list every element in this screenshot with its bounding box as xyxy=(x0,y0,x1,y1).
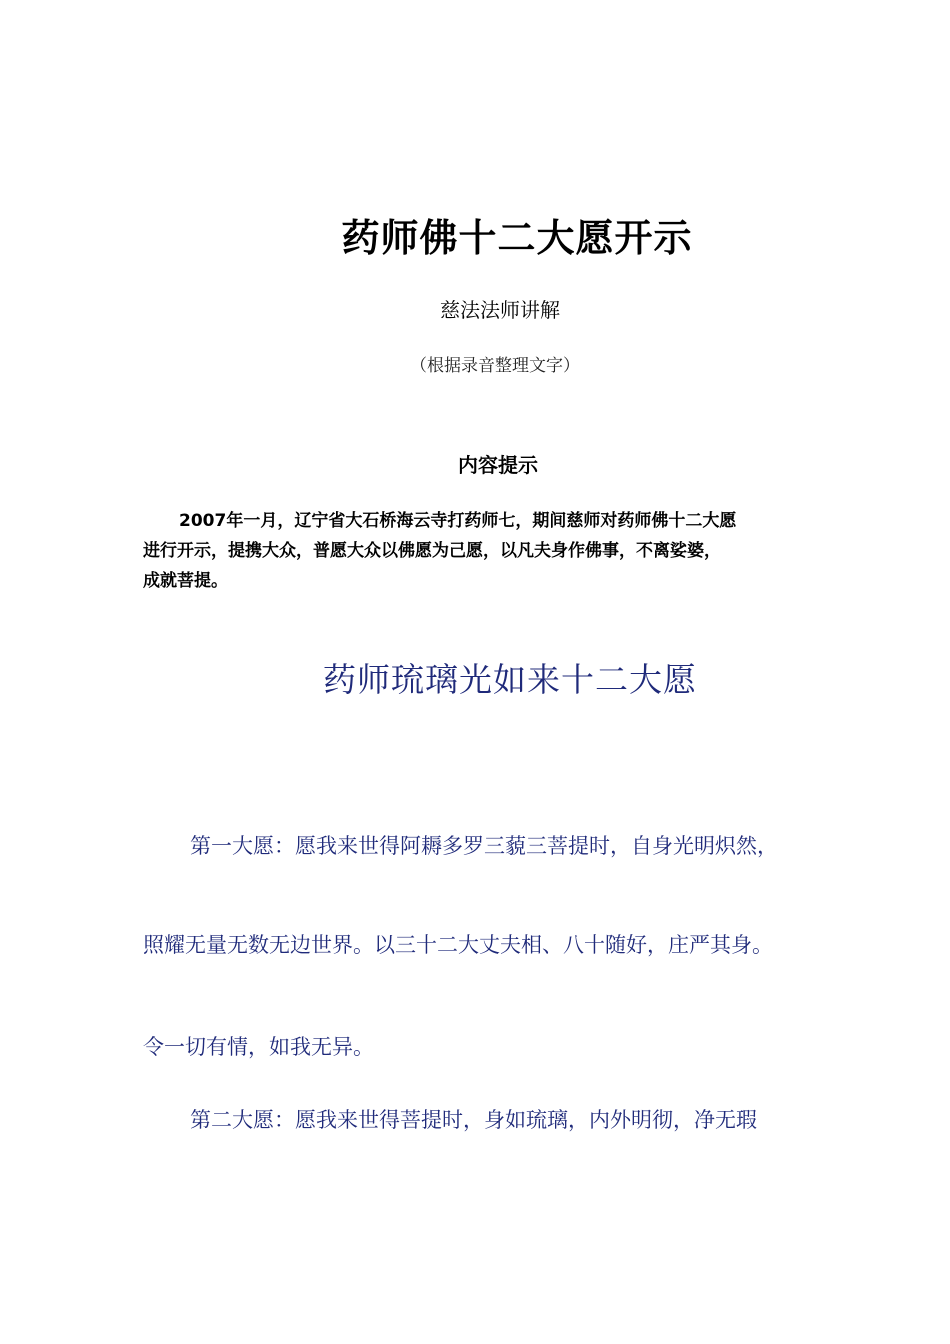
speaker-line: 慈法法师讲解 xyxy=(440,298,560,322)
document-title: 药师佛十二大愿开示 xyxy=(341,216,693,260)
transcription-note: （根据录音整理文字） xyxy=(410,356,580,376)
summary-line: 2007年一月，辽宁省大石桥海云寺打药师七，期间慈师对药师佛十二大愿 xyxy=(179,511,737,531)
summary-line: 进行开示，提携大众，普愿大众以佛愿为己愿，以凡夫身作佛事，不离娑婆， xyxy=(143,541,721,561)
vow-line: 第二大愿：愿我来世得菩提时，身如琉璃，内外明彻，净无瑕 xyxy=(190,1108,757,1132)
summary-line: 成就菩提。 xyxy=(143,571,228,591)
sutra-title: 药师琉璃光如来十二大愿 xyxy=(323,660,697,699)
summary-paragraph xyxy=(143,506,807,596)
vow-line: 令一切有情，如我无异。 xyxy=(143,1035,374,1059)
vow-line: 照耀无量无数无边世界。以三十二大丈夫相、八十随好，庄严其身。 xyxy=(143,933,773,957)
vow-line: 第一大愿：愿我来世得阿耨多罗三藐三菩提时，自身光明炽然， xyxy=(190,834,778,858)
section-heading: 内容提示 xyxy=(458,453,538,477)
